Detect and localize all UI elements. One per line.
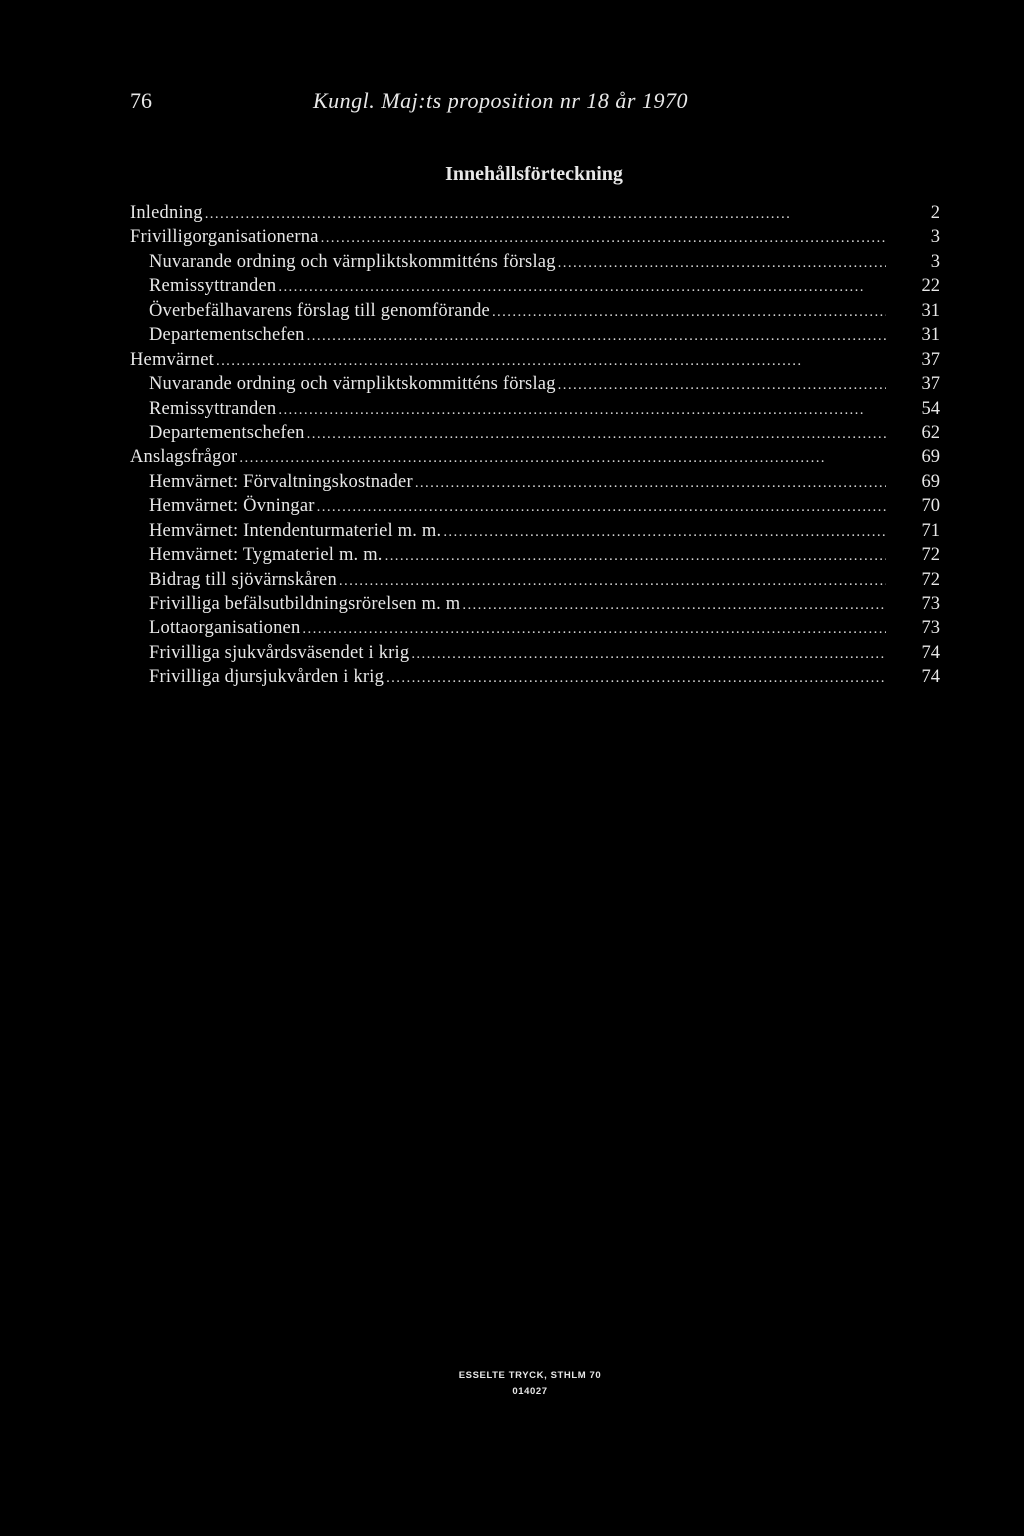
toc-entry <box>130 592 940 616</box>
toc-entry-page: 71 <box>921 520 940 541</box>
toc-entry-page: 62 <box>921 422 940 443</box>
dot-leader <box>492 300 886 324</box>
toc-entry-page: 22 <box>921 276 940 297</box>
toc-entry-page: 70 <box>921 496 940 517</box>
print-code: 014027 <box>512 1386 548 1397</box>
toc-entry-label: Hemvärnet: Förvaltningskostnader <box>149 471 413 492</box>
dot-leader <box>307 422 886 446</box>
dot-leader <box>278 398 886 422</box>
toc-entry-page: 37 <box>921 349 940 370</box>
toc-entry-label: Hemvärnet <box>130 349 214 370</box>
toc-entry <box>130 519 940 543</box>
dot-leader <box>558 251 886 275</box>
running-title: Kungl. Maj:ts proposition nr 18 år 1970 <box>313 88 688 113</box>
dot-leader <box>411 642 886 666</box>
toc-entry-page: 73 <box>921 594 940 614</box>
toc-entry-label: Hemvärnet: Intendenturmateriel m. m. <box>149 520 442 541</box>
toc-entry <box>130 616 940 640</box>
toc-entry-label: Frivilliga befälsutbildningsrörelsen m. m <box>149 594 461 614</box>
toc-entry-page: 74 <box>921 642 940 663</box>
dot-leader <box>317 495 886 519</box>
toc-entry-page: 69 <box>921 447 940 468</box>
toc-entry-page: 2 <box>930 203 940 223</box>
dot-leader <box>443 520 886 544</box>
toc-entry-label: Hemvärnet: Övningar <box>149 496 315 517</box>
dot-leader <box>385 544 886 568</box>
toc-entry <box>130 421 940 445</box>
toc-entry-label: Inledning <box>130 203 203 223</box>
dot-leader <box>415 471 886 495</box>
toc-entry <box>130 470 940 494</box>
dot-leader <box>216 349 886 373</box>
toc-entry-label: Överbefälhavarens förslag till genomförande <box>149 300 490 321</box>
dot-leader <box>558 373 886 397</box>
toc-entry <box>130 543 940 567</box>
toc-entry-label: Remissyttranden <box>149 276 277 297</box>
toc-entry <box>130 397 940 421</box>
dot-leader <box>307 324 886 348</box>
toc-entry <box>130 494 940 518</box>
toc-entry <box>130 641 940 665</box>
toc-entry-page: 69 <box>921 471 940 492</box>
toc-entry <box>130 445 940 469</box>
dot-leader <box>321 226 886 250</box>
dot-leader <box>386 666 886 690</box>
page-header <box>130 88 950 118</box>
toc-entry-label: Departementschefen <box>149 325 305 346</box>
dot-leader <box>205 202 886 226</box>
toc-heading: Innehållsförteckning <box>445 163 623 185</box>
toc-entry <box>130 348 940 372</box>
toc-entry-page: 72 <box>921 545 940 566</box>
toc-entry-label: Nuvarande ordning och värnpliktskommitténs förslag <box>149 251 556 272</box>
dot-leader <box>239 446 886 470</box>
toc-entry-label: Frivilliga djursjukvården i krig <box>149 667 385 688</box>
toc-entry <box>130 225 940 249</box>
dot-leader <box>302 617 886 641</box>
toc-entry <box>130 299 940 323</box>
toc-entry <box>130 250 940 274</box>
toc-entry-label: Remissyttranden <box>149 398 277 419</box>
toc-entry <box>130 323 940 347</box>
toc-entry-page: 31 <box>921 300 940 321</box>
toc-entry-label: Departementschefen <box>149 422 305 443</box>
toc-entry-label: Frivilligorganisationerna <box>130 227 319 248</box>
toc-entry-label: Frivilliga sjukvårdsväsendet i krig <box>149 642 410 663</box>
toc-entry <box>130 274 940 298</box>
toc-entry-page: 73 <box>921 618 940 639</box>
toc-entry-page: 74 <box>921 667 940 688</box>
toc-entry <box>130 201 940 225</box>
toc-entry-label: Bidrag till sjövärnskåren <box>149 569 337 590</box>
printer-line: ESSELTE TRYCK, STHLM 70 <box>458 1370 602 1381</box>
toc-entry-page: 3 <box>930 251 940 272</box>
toc-entry-page: 3 <box>930 227 940 248</box>
table-of-contents <box>130 201 940 690</box>
toc-entry-label: Lottaorganisationen <box>149 618 301 639</box>
toc-entry-label: Hemvärnet: Tygmateriel m. m. <box>149 545 383 566</box>
printer-imprint <box>430 1368 630 1400</box>
page-number: 76 <box>130 88 152 113</box>
toc-entry-page: 31 <box>921 325 940 346</box>
toc-entry-page: 54 <box>921 398 940 419</box>
dot-leader <box>278 275 886 299</box>
toc-entry <box>130 372 940 396</box>
dot-leader <box>462 593 886 617</box>
dot-leader <box>339 569 886 593</box>
toc-entry-label: Nuvarande ordning och värnpliktskommitténs förslag <box>149 374 556 395</box>
toc-entry <box>130 568 940 592</box>
toc-entry <box>130 665 940 689</box>
toc-entry-page: 37 <box>921 374 940 395</box>
toc-entry-page: 72 <box>921 569 940 590</box>
toc-entry-label: Anslagsfrågor <box>130 447 238 468</box>
